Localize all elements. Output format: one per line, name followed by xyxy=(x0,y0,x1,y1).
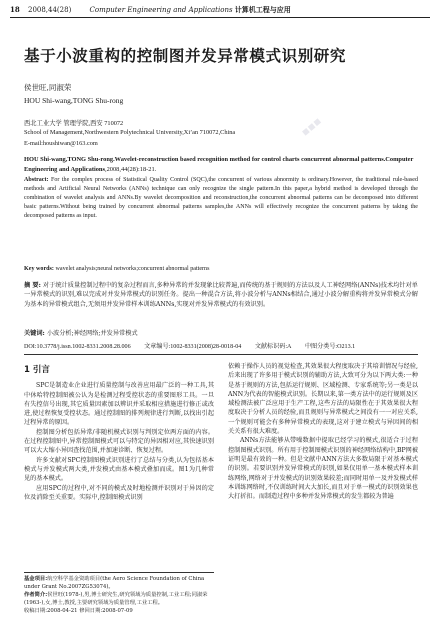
fund-note xyxy=(24,575,214,591)
paragraph: ANNs方法能够从带噪数据中提取已经学习的模式,很适合于过程控制图模式识别。所有用于控制图模式识别的神经网络结构中,BP网被证明是最有效的一种。但是文献中ANN方法大多数局限于对基本模式的识别。若要识别并发异常模式的识别,如果仅用单一基本模式样本训练网络,网络对于并发模式的识别效果较差;而同时用单一及并发模式样本训练网络时,不仅训练时间大大加长,而且对于单一模式的识别效果也大打折扣。而制造过程中多种并发异常模式的发生都较为普遍 xyxy=(228,437,418,501)
journal-name-en: Computer Engineering and Applications xyxy=(89,6,233,14)
authors-cn: 侯世旺,同淑荣 xyxy=(24,83,72,92)
abstract-cn-text: 对于统计质量控制过程中的复杂过程而言,多种异常的并发现象比较普遍,而传统的基于规则的方法以及人工神经网络(ANNs)技术均针对单一异常模式的识别,难以完成对并发异常模式的识别任务。提出一种混合方法,将小波分析与ANNs相结合,通过小波分解重构将并发异常模式分解为基本的异常模式组合,无须用并发异常样本训练ANNs,实现对并发异常模式的有效识别。 xyxy=(24,282,418,308)
clc-number: 中图分类号:O213.1 xyxy=(304,344,356,350)
authors-en: HOU Shi-wang,TONG Shu-rong xyxy=(24,96,124,105)
author-email[interactable]: E-mail:houshiwan@163.com xyxy=(24,140,98,147)
fund-text: 航空科学基金资助项目(the Aero Science Foundation of China under Grant No.2007ZG53074)。 xyxy=(24,576,205,590)
body-column-right xyxy=(228,362,418,501)
bio-label: 作者简介: xyxy=(24,592,48,598)
paragraph: 依赖于操作人员的视觉检查,其效果很大程度取决于其培训情况与经验,后来出现了许多用于模式识别的辅助方法,大致可分为以下两大类:一种是基于规则的方法,包括运行规则、区域检测、专家系统等;另一类是以ANN为代表的智能模式识别。长期以来,第一类方法中的运行规则及区域检测法被广泛应用于生产工程,这些方法的局限性在于其效果很大程度取决于分析人员的经验,而且规则与异常模式之间没有一一对应关系,一个规则可能会有多种异常模式的表现,这对于建立模式与异因间的相关关系有很大难度。 xyxy=(228,363,418,436)
issue-info: 2008,44(28) xyxy=(27,6,72,14)
keywords-cn xyxy=(24,328,418,337)
keywords-en xyxy=(24,266,418,272)
running-header xyxy=(10,3,430,18)
doc-code: 文献标识码:A xyxy=(254,344,292,350)
section-heading: 1 引言 xyxy=(24,365,50,375)
article-identifiers xyxy=(24,341,418,350)
abstract-en-text: For the complex process of Statistical Quality Control (SQC),the concurrent of various abnormity is ordinary.However, the traditional rule-based methods and Artificial Neural Networks (ANNs) technique can only recognize the single pattern.In this paper,a hybrid method is developed through the combination of wavelet analysis and ANNs.By wavelet decomposition and reconstruction,the concurrent abnormal patterns can be decomposed into different basic patterns.Without being trained by concurrent abnormal patterns samples,the ANNs will effectively recognize the concurrent patterns by taking the decomposed patterns as input. xyxy=(24,177,419,219)
body-column-left xyxy=(24,362,214,502)
citation-rest: ,2008,44(28):18-21. xyxy=(104,165,157,173)
affiliation-en: School of Management,Northwestern Polytechnical University,Xi’an 710072,China xyxy=(24,129,236,136)
paragraph: 控制图分析包括异常/非随机模式识别与判别定位两方面的内容。在过程控制图中,异常控制图模式可以与特定的异因相对应,其快速识别可以大大缩小异因查找范围,并加速诊断、恢复过程。 xyxy=(24,428,214,455)
journal-name-cn: 计算机工程与应用 xyxy=(234,6,291,14)
keywords-en-label: Key words: xyxy=(24,266,54,272)
divider xyxy=(24,354,418,355)
dates: 收稿日期:2008-04-21 修回日期:2008-07-09 xyxy=(24,608,133,614)
article-number: 文章编号:1002-8331(2008)28-0018-04 xyxy=(144,344,242,350)
citation-bold: HOU Shi-wang,TONG Shu-rong.Wavelet-reconstruction based recognition method for control charts concurrent abnormal patterns.Computer Engineering and Applications xyxy=(24,156,414,173)
fund-label: 基金项目: xyxy=(24,576,48,582)
doi[interactable]: DOI:10.3778/j.issn.1002-8331.2008.28.006 xyxy=(24,344,131,350)
keywords-cn-text: 小波分析;神经网络;并发异常模式 xyxy=(46,330,138,337)
abstract-cn xyxy=(24,281,418,309)
paragraph: SPC是制造业企业进行质量控制与改善应用最广泛的一种工具,其中休哈特控制图被公认为是检测过程受控状态的重要图形工具。一旦有失控信号出现,其它质量因素加以辨识并采取相应措施进行修正或改进,使过程恢复受控状态。通过控制图的排列规律进行判断,以找出引起过程异常的原因。 xyxy=(24,382,214,427)
abstract-en-label: Abstract: xyxy=(24,177,49,183)
paper-title: 基于小波重构的控制图并发异常模式识别研究 xyxy=(24,47,347,65)
abstract-en xyxy=(24,176,418,221)
footnote xyxy=(24,572,214,615)
author-bio xyxy=(24,591,214,607)
watermark: ▪▪▪ xyxy=(298,114,324,139)
keywords-en-text: wavelet analysis;neural networks;concurrent abnormal patterns xyxy=(55,266,210,272)
affiliation-cn: 西北工业大学 管理学院,西安 710072 xyxy=(24,120,124,127)
page-number: 18 xyxy=(10,5,20,14)
keywords-cn-label: 关键词: xyxy=(24,330,45,337)
abstract-cn-label: 摘 要: xyxy=(24,282,41,289)
bio-text: 侯世旺(1978-),男,博士研究生,研究领域为质量控制,工业工程;同淑荣(1963-),女,博士,教授,主要研究领域为质量管理,工业工程。 xyxy=(24,592,208,606)
citation xyxy=(24,155,418,174)
paragraph: 应用SPC的过程中,对不同的模式及时地检测并识别对于异因的定位及消除至关重要。实际中,控制图模式识别 xyxy=(24,484,214,501)
paragraph: 许多文献对SPC控制图模式识别进行了总结与分类,认为包括基本模式与并发模式两大类,并发模式由基本模式叠加而成。图1为几种常见的基本模式。 xyxy=(24,456,214,483)
